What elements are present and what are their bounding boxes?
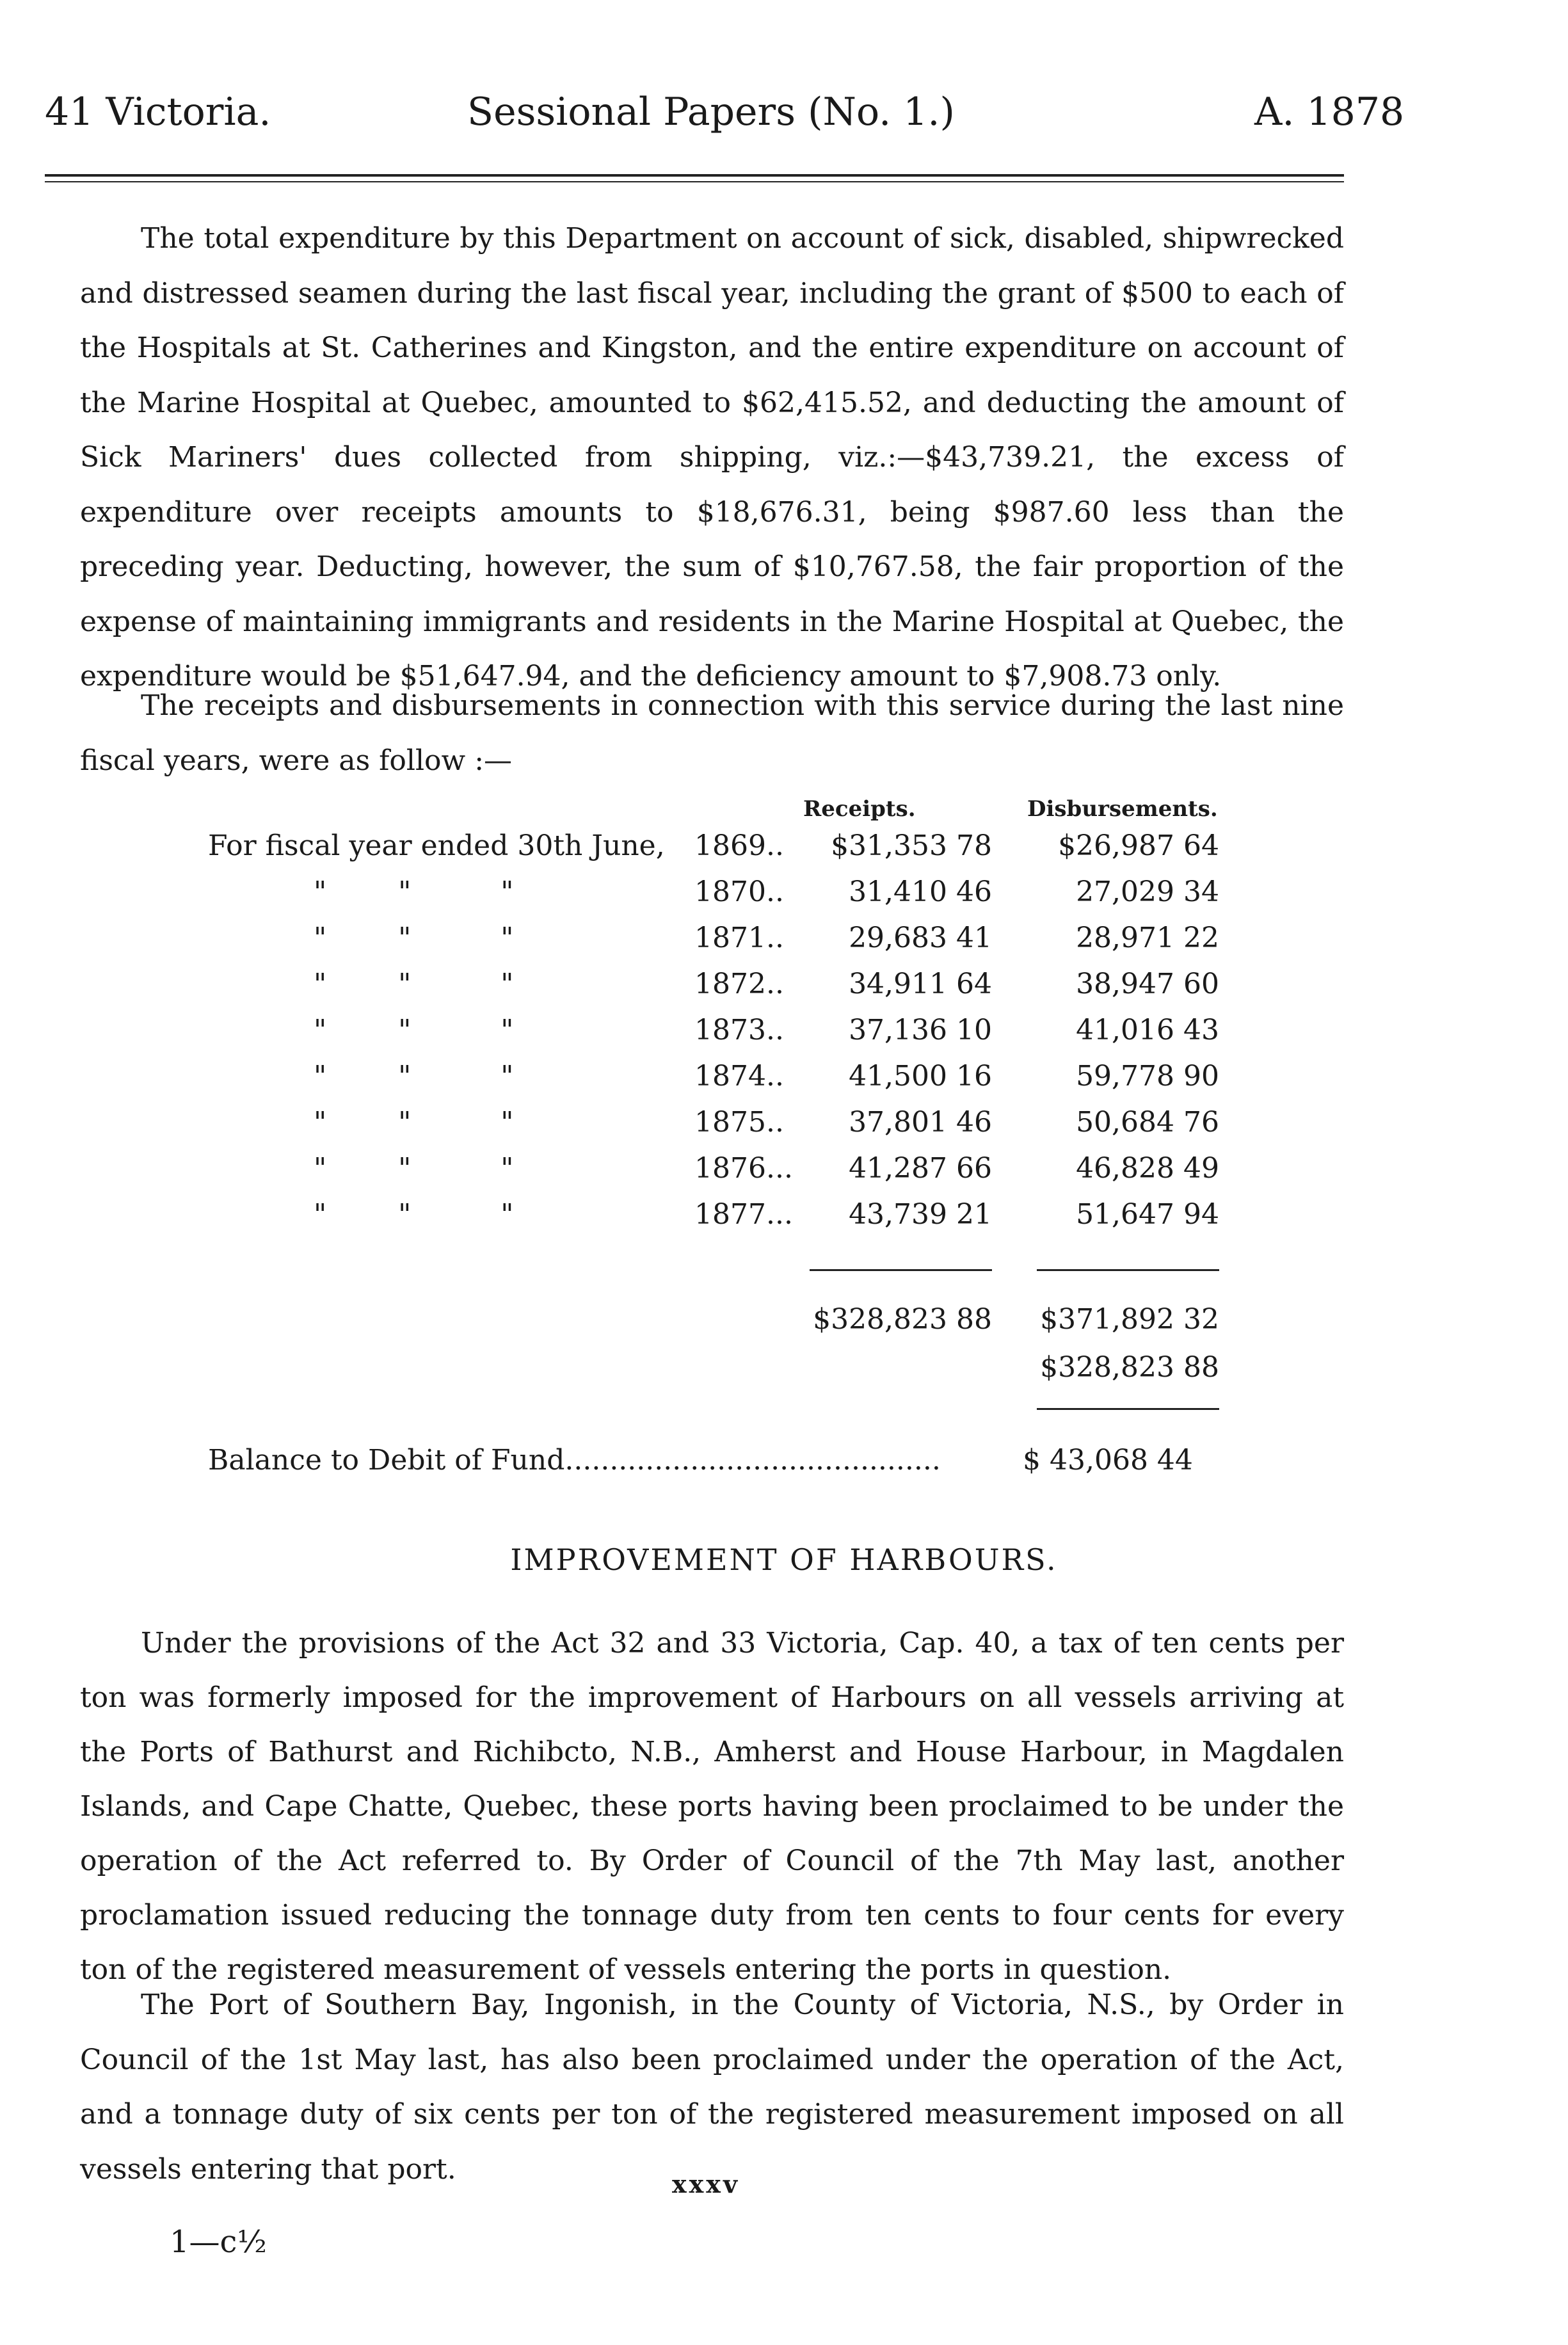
row-receipts: 41,287 66 xyxy=(849,1152,992,1185)
col-header-disbursements: Disbursements. xyxy=(1027,796,1218,822)
row-receipts: 31,410 46 xyxy=(849,876,992,908)
balance-rule xyxy=(1037,1408,1219,1410)
row-disbursements: 46,828 49 xyxy=(1076,1152,1219,1185)
row-disbursements: $26,987 64 xyxy=(1058,829,1219,862)
row-disbursements: 59,778 90 xyxy=(1076,1060,1219,1092)
row-receipts: 43,739 21 xyxy=(849,1198,992,1231)
row-disbursements: 41,016 43 xyxy=(1076,1014,1219,1046)
row-label: " " " xyxy=(314,1152,514,1185)
total-receipts: $328,823 88 xyxy=(813,1303,992,1336)
section-heading-harbours: IMPROVEMENT OF HARBOURS. xyxy=(510,1542,1058,1577)
row-disbursements: 28,971 22 xyxy=(1076,922,1219,954)
row-label: " " " xyxy=(314,876,514,908)
row-label: " " " xyxy=(314,1106,514,1139)
row-receipts: $31,353 78 xyxy=(831,829,992,862)
row-label: For fiscal year ended 30th June, xyxy=(208,829,665,862)
row-receipts: 34,911 64 xyxy=(849,968,992,1000)
disbursements-sum-rule xyxy=(1037,1269,1219,1271)
row-year: 1872.. xyxy=(694,968,784,1000)
less-receipts: $328,823 88 xyxy=(1040,1351,1219,1384)
total-disbursements: $371,892 32 xyxy=(1040,1303,1219,1336)
header-year: A. 1878 xyxy=(1254,90,1405,134)
header-title: Sessional Papers (No. 1.) xyxy=(467,90,955,134)
row-label: " " " xyxy=(314,1198,514,1231)
header-rule-thin xyxy=(45,181,1344,182)
row-year: 1873.. xyxy=(694,1014,784,1046)
balance-value: $ 43,068 44 xyxy=(1023,1444,1193,1477)
row-disbursements: 51,647 94 xyxy=(1076,1198,1219,1231)
row-receipts: 41,500 16 xyxy=(849,1060,992,1092)
printer-signature: 1—c½ xyxy=(170,2224,267,2260)
row-year: 1871.. xyxy=(694,922,784,954)
receipts-sum-rule xyxy=(810,1269,992,1271)
header-volume: 41 Victoria. xyxy=(45,90,271,134)
balance-leader-dots: .......................................... xyxy=(564,1444,941,1477)
row-label: " " " xyxy=(314,1014,514,1046)
paragraph-southern-bay: The Port of Southern Bay, Ingonish, in the County of Victoria, N.S., by Order in Council of the 1st May last, has also been proclaimed under the operation of the Act, and a tonnage duty of six cents per ton of the registered measurement imposed on all vessels entering that port. xyxy=(80,1989,1344,2186)
paragraph-harbours: Under the provisions of the Act 32 and 33 Victoria, Cap. 40, a tax of ten cents per ton was formerly imposed for the improvement of Harbours on all vessels arriving at the Ports of Bathurst and Richibcto, N.B., Amherst and House Harbour, in Magdalen Islands, and Cape Chatte, Quebec, these ports having been proclaimed to be under the operation of the Act referred to. By Order of Council of the 7th May last, another proclamation issued reducing the tonnage duty from ten cents to four cents for every ton of the registered measurement of vessels entering the ports in question. xyxy=(80,1627,1344,1986)
page-number: xxxv xyxy=(672,2170,740,2198)
col-header-receipts: Receipts. xyxy=(803,796,916,822)
row-year: 1869.. xyxy=(694,829,784,862)
row-year: 1876... xyxy=(694,1152,793,1185)
row-receipts: 37,801 46 xyxy=(849,1106,992,1139)
row-label: " " " xyxy=(314,968,514,1000)
row-label: " " " xyxy=(314,922,514,954)
row-disbursements: 50,684 76 xyxy=(1076,1106,1219,1139)
balance-label-text: Balance to Debit of Fund xyxy=(208,1444,565,1477)
row-disbursements: 27,029 34 xyxy=(1076,876,1219,908)
paragraph-expenditure: The total expenditure by this Department on account of sick, disabled, shipwrecked and distressed seamen during the last fiscal year, including the grant of $500 to each of the Hospitals at St. Catherines and Kingston, and the entire expenditure on account of the Marine Hospital at Quebec, amounted to $62,415.52, and deducting the amount of Sick Mariners' dues collected from shipping, viz.:—$43,739.21, the excess of expenditure over receipts amounts to $18,676.31, being $987.60 less than the preceding year. Deducting, however, the sum of $10,767.58, the fair proportion of the expense of maintaining immigrants and residents in the Marine Hospital at Quebec, the expenditure would be $51,647.94, and the deficiency amount to $7,908.73 only. xyxy=(80,222,1344,692)
row-year: 1874.. xyxy=(694,1060,784,1092)
row-receipts: 29,683 41 xyxy=(849,922,992,954)
paragraph-receipts-intro: The receipts and disbursements in connection with this service during the last nine fiscal years, were as follow :— xyxy=(80,689,1344,777)
row-receipts: 37,136 10 xyxy=(849,1014,992,1046)
header-rule xyxy=(45,174,1344,177)
row-year: 1877... xyxy=(694,1198,793,1231)
balance-label xyxy=(208,1446,941,1475)
row-year: 1875.. xyxy=(694,1106,784,1139)
row-label: " " " xyxy=(314,1060,514,1092)
row-year: 1870.. xyxy=(694,876,784,908)
row-disbursements: 38,947 60 xyxy=(1076,968,1219,1000)
